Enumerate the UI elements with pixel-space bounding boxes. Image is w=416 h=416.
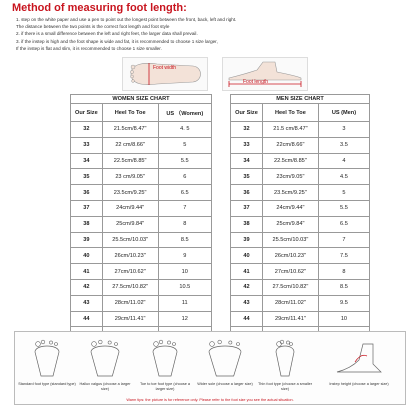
foot-type-label: Instep height (choose a larger size) — [329, 382, 389, 386]
heel-to-toe-cell: 23 cm/9.05" — [102, 169, 158, 185]
warm-tips: Warm tips: the picture is for reference only. Please refer to the foot size you see the actual situation. — [126, 398, 294, 402]
heel-to-toe-cell: 29cm/11.41" — [262, 311, 318, 327]
foot-width-label: Foot width — [153, 65, 177, 71]
men-col-size: Our Size — [231, 104, 263, 122]
table-row — [231, 264, 370, 280]
foot-width-diagram — [122, 57, 208, 91]
us-size-cell: 5.5 — [318, 200, 369, 216]
size-cell: 34 — [231, 153, 263, 169]
table-row — [71, 295, 212, 311]
size-cell: 39 — [71, 232, 103, 248]
foot-types-panel — [14, 331, 406, 405]
table-row — [71, 216, 212, 232]
us-size-cell: 5 — [158, 137, 211, 153]
table-row — [71, 153, 212, 169]
us-size-cell: 12 — [158, 311, 211, 327]
us-size-cell: 6 — [158, 169, 211, 185]
instruction-line: If the instep is flat and slim, it is recommended to choose 1 size smaller. — [16, 45, 162, 51]
table-row — [71, 137, 212, 153]
heel-to-toe-cell: 27cm/10.62" — [102, 264, 158, 280]
size-cell: 42 — [231, 279, 263, 295]
heel-to-toe-cell: 27.5cm/10.82" — [262, 279, 318, 295]
table-row — [231, 137, 370, 153]
us-size-cell: 4 — [318, 153, 369, 169]
heel-to-toe-cell: 25.5cm/10.03" — [262, 232, 318, 248]
size-cell: 39 — [231, 232, 263, 248]
foot-outline-icon — [21, 338, 73, 378]
foot-type-label: Thin foot type (choose a smaller size) — [257, 382, 313, 391]
heel-to-toe-cell: 23.5cm/9.25" — [102, 185, 158, 201]
size-cell: 43 — [231, 295, 263, 311]
table-row — [231, 185, 370, 201]
heel-to-toe-cell: 26cm/10.23" — [262, 248, 318, 264]
heel-to-toe-cell: 29cm/11.41" — [102, 311, 158, 327]
men-table-body — [231, 122, 370, 343]
heel-to-toe-cell: 24cm/9.44" — [262, 200, 318, 216]
size-cell: 32 — [231, 122, 263, 138]
foot-type-label: Wider sole (choose a larger size) — [197, 382, 253, 386]
us-size-cell: 4.5 — [318, 169, 369, 185]
heel-to-toe-cell: 21.5cm/8.47" — [102, 122, 158, 138]
table-row — [231, 232, 370, 248]
size-cell: 41 — [231, 264, 263, 280]
heel-to-toe-cell: 28cm/11.02" — [262, 295, 318, 311]
us-size-cell: 3.5 — [318, 137, 369, 153]
size-cell: 35 — [71, 169, 103, 185]
us-size-cell: 9.5 — [318, 295, 369, 311]
table-row — [71, 200, 212, 216]
foot-outline-icon — [199, 338, 251, 378]
table-row — [71, 264, 212, 280]
foot-top-view-icon — [123, 58, 207, 90]
heel-to-toe-cell: 22.5cm/8.85" — [102, 153, 158, 169]
us-size-cell: 6.5 — [158, 185, 211, 201]
us-size-cell: 7 — [318, 232, 369, 248]
us-size-cell: 9 — [158, 248, 211, 264]
size-cell: 41 — [71, 264, 103, 280]
heel-to-toe-cell: 25cm/9.84" — [102, 216, 158, 232]
size-cell: 33 — [71, 137, 103, 153]
heel-to-toe-cell: 25.5cm/10.03" — [102, 232, 158, 248]
us-size-cell: 6.5 — [318, 216, 369, 232]
us-size-cell: 5.5 — [158, 153, 211, 169]
heel-to-toe-cell: 23cm/9.05" — [262, 169, 318, 185]
heel-to-toe-cell: 22 cm/8.66" — [102, 137, 158, 153]
heel-to-toe-cell: 28cm/11.02" — [102, 295, 158, 311]
women-col-size: Our Size — [71, 104, 103, 122]
size-cell: 34 — [71, 153, 103, 169]
size-cell: 42 — [71, 279, 103, 295]
size-cell: 35 — [231, 169, 263, 185]
foot-type-label: Standard foot type (standard type) — [18, 382, 76, 386]
foot-type-label: Hallux valgus (choose a larger size) — [79, 382, 131, 391]
heel-to-toe-cell: 26cm/10.23" — [102, 248, 158, 264]
us-size-cell: 3 — [318, 122, 369, 138]
heel-to-toe-cell: 23.5cm/9.25" — [262, 185, 318, 201]
size-cell: 36 — [231, 185, 263, 201]
instructions — [16, 16, 306, 52]
table-row — [231, 216, 370, 232]
instruction-line: 1. step on the white paper and use a pen to point out the longest point between the front, back, left and right. — [16, 17, 237, 22]
page-title: Method of measuring foot length: — [12, 2, 187, 14]
men-size-chart — [230, 94, 370, 343]
instruction-line: 3. if the instep is high and the foot shape is wide and fat, it is recommended to choose 1 size larger, — [16, 38, 218, 44]
heel-to-toe-cell: 27.5cm/10.82" — [102, 279, 158, 295]
size-cell: 32 — [71, 122, 103, 138]
men-chart-title: MEN SIZE CHART — [231, 95, 370, 104]
us-size-cell: 8.5 — [318, 279, 369, 295]
table-row — [231, 153, 370, 169]
us-size-cell: 10 — [158, 264, 211, 280]
foot-outline-icon — [79, 338, 131, 378]
heel-to-toe-cell: 27cm/10.62" — [262, 264, 318, 280]
table-row — [71, 169, 212, 185]
us-size-cell: 4. 5 — [158, 122, 211, 138]
heel-to-toe-cell: 22.5cm/8.85" — [262, 153, 318, 169]
men-col-heel-to-toe: Heel To Toe — [262, 104, 318, 122]
size-cell: 44 — [231, 311, 263, 327]
size-cell: 37 — [231, 200, 263, 216]
women-col-heel-to-toe: Heel To Toe — [102, 104, 158, 122]
table-row — [231, 122, 370, 138]
table-row — [231, 248, 370, 264]
foot-length-diagram — [222, 57, 308, 91]
us-size-cell: 7.5 — [318, 248, 369, 264]
size-cell: 37 — [71, 200, 103, 216]
size-cell: 33 — [231, 137, 263, 153]
instruction-line: 2. if there is a small difference between the left and right feet, the larger data shall prevail. — [16, 31, 198, 37]
women-chart-title: WOMEN SIZE CHART — [71, 95, 212, 104]
foot-outline-icon — [139, 338, 191, 378]
foot-type-label: Toe to toe foot type (choose a larger size) — [139, 382, 191, 391]
heel-to-toe-cell: 22cm/8.66" — [262, 137, 318, 153]
women-col-us: US （Women) — [158, 104, 211, 122]
women-table-body — [71, 122, 212, 343]
table-row — [71, 279, 212, 295]
women-size-chart — [70, 94, 212, 343]
men-col-us: US (Men) — [318, 104, 369, 122]
instep-height-foot-icon — [333, 338, 385, 378]
us-size-cell: 10 — [318, 311, 369, 327]
us-size-cell: 7 — [158, 200, 211, 216]
us-size-cell: 8 — [318, 264, 369, 280]
size-cell: 38 — [231, 216, 263, 232]
size-cell: 44 — [71, 311, 103, 327]
size-cell: 38 — [71, 216, 103, 232]
size-cell: 43 — [71, 295, 103, 311]
table-row — [71, 232, 212, 248]
instruction-line: The distance between the two points is the correct foot length and foot style — [16, 24, 170, 30]
foot-outline-icon — [259, 338, 311, 378]
us-size-cell: 10.5 — [158, 279, 211, 295]
table-row — [71, 311, 212, 327]
table-row — [231, 295, 370, 311]
table-row — [231, 311, 370, 327]
us-size-cell: 5 — [318, 185, 369, 201]
us-size-cell: 8 — [158, 216, 211, 232]
foot-length-label: Foot length — [243, 79, 269, 85]
heel-to-toe-cell: 21.5 cm/8.47" — [262, 122, 318, 138]
heel-to-toe-cell: 25cm/9.84" — [262, 216, 318, 232]
us-size-cell: 11 — [158, 295, 211, 311]
us-size-cell: 8.5 — [158, 232, 211, 248]
size-cell: 36 — [71, 185, 103, 201]
heel-to-toe-cell: 24cm/9.44" — [102, 200, 158, 216]
table-row — [71, 185, 212, 201]
table-row — [231, 169, 370, 185]
table-row — [71, 248, 212, 264]
table-row — [231, 279, 370, 295]
size-cell: 40 — [231, 248, 263, 264]
table-row — [231, 200, 370, 216]
table-row — [71, 122, 212, 138]
foot-side-view-icon — [223, 58, 307, 90]
size-cell: 40 — [71, 248, 103, 264]
